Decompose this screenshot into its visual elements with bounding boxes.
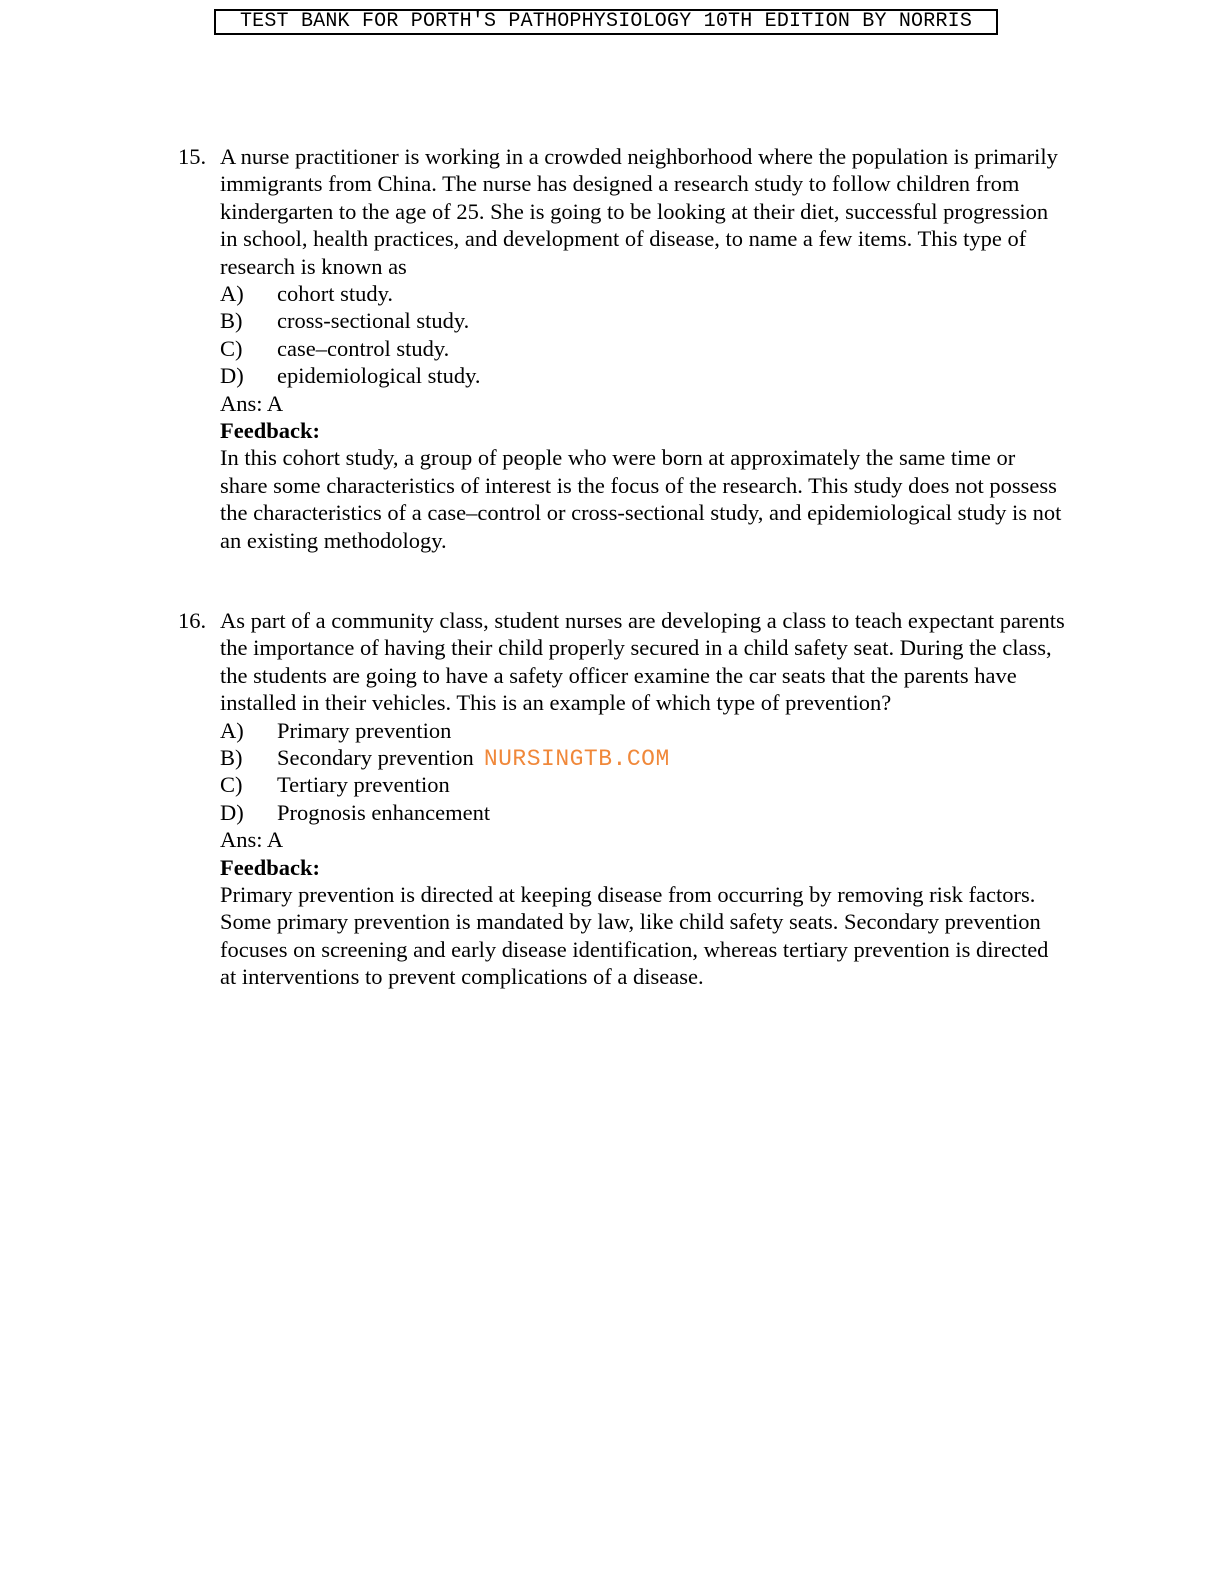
question-body — [220, 607, 1068, 991]
question-stem: As part of a community class, student nurses are developing a class to teach expectant parents the importance of having their child properly secured in a child safety seat. During the class, the students are going to have a safety officer examine the car seats that the parents have installed in their vehicles. This is an example of which type of prevention? — [220, 608, 1065, 716]
watermark-text: NURSINGTB.COM — [483, 746, 670, 773]
option-text: case–control study. — [277, 335, 450, 361]
option-text: Tertiary prevention — [277, 772, 450, 798]
option-letter: D) — [220, 799, 244, 825]
question-body — [220, 143, 1068, 554]
option-letter: A) — [220, 281, 244, 307]
option-text: Primary prevention — [277, 717, 452, 743]
option-a — [220, 280, 1068, 307]
option-c — [220, 335, 1068, 362]
option-letter: B) — [220, 308, 243, 334]
answer-key: Ans: A — [220, 390, 284, 416]
option-c — [220, 771, 1068, 798]
feedback-label: Feedback: — [220, 854, 320, 880]
option-text: Secondary prevention — [277, 745, 474, 771]
answer-options — [220, 280, 1068, 390]
question-stem: A nurse practitioner is working in a crowded neighborhood where the population is primarily immigrants from China. The nurse has designed a research study to follow children from kindergarten to the age of 25. She is going to be looking at their diet, successful progression in school, health practices, and development of disease, to name a few items. This type of research is known as — [220, 144, 1058, 279]
option-d — [220, 362, 1068, 389]
question-number: 15. — [178, 144, 207, 169]
option-text: cross-sectional study. — [277, 308, 470, 334]
option-letter: C) — [220, 772, 243, 798]
document-header: TEST BANK FOR PORTH'S PATHOPHYSIOLOGY 10TH EDITION BY NORRIS — [214, 9, 998, 35]
option-letter: D) — [220, 363, 244, 389]
option-letter: C) — [220, 335, 243, 361]
option-d — [220, 799, 1068, 826]
answer-key: Ans: A — [220, 827, 284, 853]
question-16 — [178, 607, 1068, 991]
option-text: Prognosis enhancement — [277, 799, 491, 825]
answer-options — [220, 717, 1068, 827]
option-text: cohort study. — [277, 281, 394, 307]
option-b — [220, 744, 1068, 771]
option-letter: B) — [220, 745, 243, 771]
option-a — [220, 717, 1068, 744]
question-number: 16. — [178, 608, 207, 633]
option-letter: A) — [220, 717, 244, 743]
feedback-text: In this cohort study, a group of people who were born at approximately the same time or share some characteristics of interest is the focus of the research. This study does not possess the characteristics of a case–control or cross-sectional study, and epidemiological study is not an existing methodology. — [220, 445, 1062, 553]
option-b — [220, 307, 1068, 334]
option-text: epidemiological study. — [277, 363, 481, 389]
feedback-label: Feedback: — [220, 418, 320, 443]
feedback-text: Primary prevention is directed at keeping disease from occurring by removing risk factors. Some primary prevention is mandated by law, like child safety seats. Secondary prevention focuses on screening and early disease identification, whereas tertiary prevention is directed at interventions to prevent complications of a disease. — [220, 882, 1049, 990]
question-15 — [178, 143, 1068, 554]
